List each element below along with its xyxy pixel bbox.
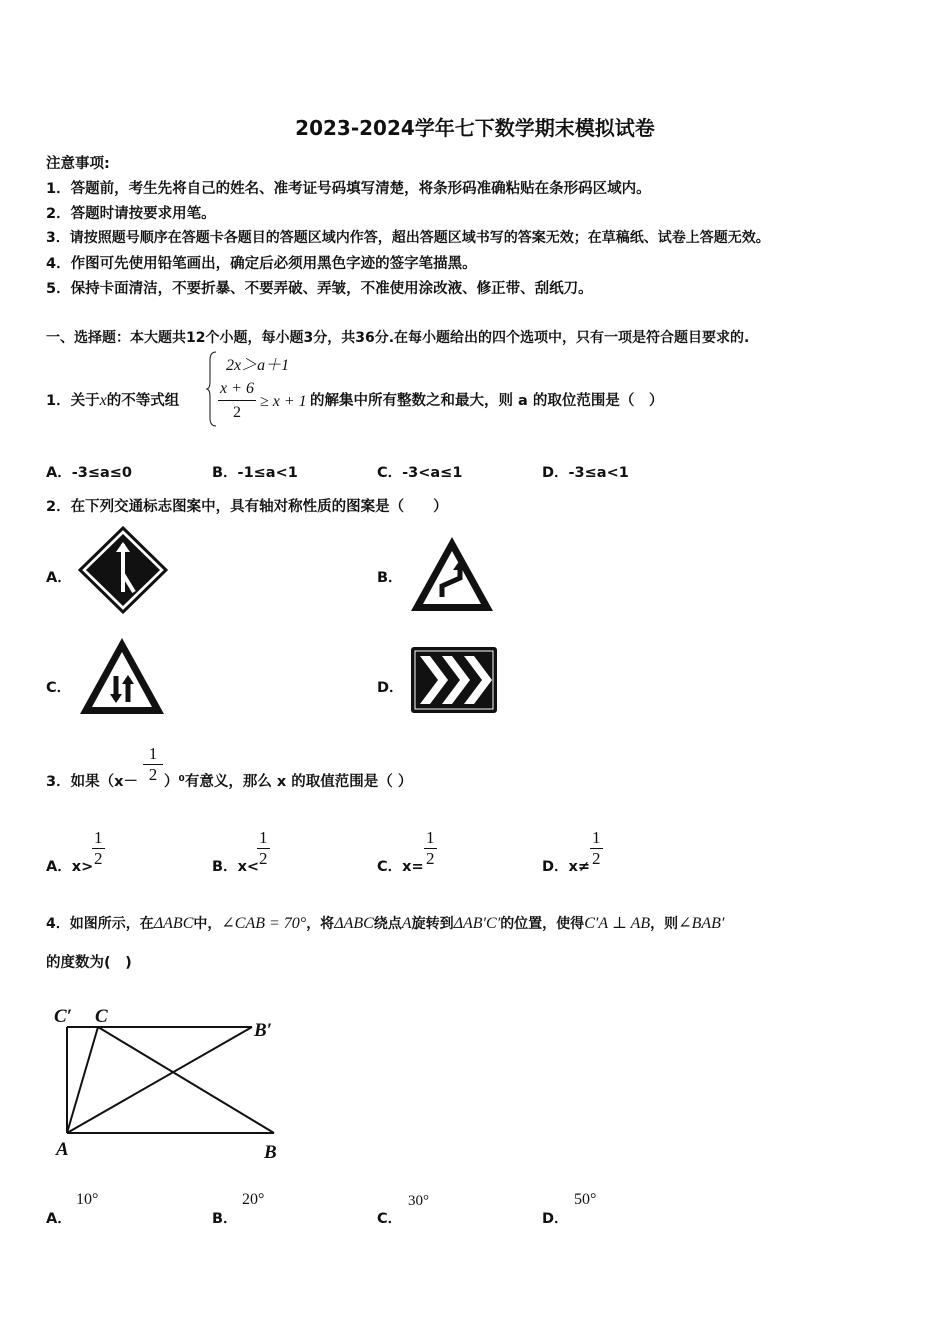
two-way-traffic-sign-icon[interactable] <box>78 636 166 716</box>
q4-option-a-value: 10° <box>76 1191 99 1208</box>
q4-option-d[interactable]: D． <box>542 1211 569 1227</box>
q4-option-c[interactable]: C． <box>377 1211 403 1227</box>
q4-stem-line2: 的度数为( ) <box>46 955 132 971</box>
q2-stem: 2．在下列交通标志图案中，具有轴对称性质的图案是（ ） <box>46 499 448 515</box>
q3-option-a[interactable]: A．x> <box>46 859 94 875</box>
q3-option-d[interactable]: D．x≠ <box>542 859 591 875</box>
label-b-prime: B′ <box>254 1020 273 1041</box>
section-heading: 一、选择题：本大题共12个小题，每小题3分，共36分.在每小题给出的四个选项中，只有一项是符合题目要求的. <box>46 330 750 346</box>
notice-heading: 注意事项: <box>46 156 110 172</box>
q1-ineq-line2: ≥ x + 1 <box>260 393 307 410</box>
q1-ineq-line1: 2x＞a＋1 <box>226 357 290 374</box>
notice-item: 5．保持卡面清洁，不要折暴、不要弄破、弄皱，不准使用涂改液、修正带、刮纸刀。 <box>46 281 593 297</box>
q1-option-c[interactable]: C．-3<a≤1 <box>377 465 463 481</box>
q3-option-a-fraction: 1 2 <box>94 828 103 868</box>
label-a: A <box>56 1139 69 1160</box>
q2-option-a-label[interactable]: A． <box>46 570 72 586</box>
q3-option-b-fraction: 1 2 <box>259 828 268 868</box>
q4-option-c-value: 30° <box>408 1193 429 1209</box>
page-title: 2023-2024学年七下数学期末模拟试卷 <box>295 116 655 140</box>
q3-option-c[interactable]: C．x= <box>377 859 424 875</box>
q4-figure <box>50 1000 300 1170</box>
label-c-prime: C′ <box>54 1006 73 1027</box>
q3-option-c-fraction: 1 2 <box>426 828 435 868</box>
q1-stem: 1．关于x的不等式组 <box>46 392 180 409</box>
notice-item: 3．请按照题号顺序在答题卡各题目的答题区域内作答，超出答题区域书写的答案无效；在草稿纸、试卷上答题无效。 <box>46 230 770 246</box>
label-b: B <box>264 1142 277 1163</box>
notice-item: 1．答题前，考生先将自己的姓名、准考证号码填写清楚，将条形码准确粘贴在条形码区域内。 <box>46 181 651 197</box>
q3-option-b[interactable]: B．x< <box>212 859 260 875</box>
notice-item: 2．答题时请按要求用笔。 <box>46 206 216 222</box>
q3-option-d-fraction: 1 2 <box>592 828 601 868</box>
q1-stem-suffix: 的解集中所有整数之和最大，则 a 的取位范围是（ ） <box>310 393 664 409</box>
q3-stem-suffix: ）⁰有意义，那么 x 的取值范围是（ ） <box>164 774 413 790</box>
q2-option-c-label[interactable]: C． <box>46 680 72 696</box>
q1-fraction: x + 6 2 <box>216 378 258 425</box>
q2-option-b-label[interactable]: B． <box>377 570 403 586</box>
chevron-sign-icon[interactable] <box>410 646 498 714</box>
q4-option-a[interactable]: A． <box>46 1211 72 1227</box>
q3-fraction: 1 2 <box>143 744 163 785</box>
q4-stem: 4．如图所示，在ΔABC中，∠CAB = 70°，将ΔABC绕点A旋转到ΔAB′C′的位置，使得C′A ⊥ AB，则∠BAB′ <box>46 915 725 932</box>
reverse-curve-sign-icon[interactable] <box>408 534 496 614</box>
q2-option-d-label[interactable]: D． <box>377 680 404 696</box>
q4-option-d-value: 50° <box>574 1191 597 1208</box>
q4-option-b-value: 20° <box>242 1191 265 1208</box>
merge-lane-sign-icon[interactable] <box>78 526 168 614</box>
q4-option-b[interactable]: B． <box>212 1211 238 1227</box>
label-c: C <box>95 1006 108 1027</box>
q3-stem: 3．如果（x－ <box>46 774 138 790</box>
notice-item: 4．作图可先使用铅笔画出，确定后必须用黑色字迹的签字笔描黑。 <box>46 256 477 272</box>
q1-option-b[interactable]: B．-1≤a<1 <box>212 465 298 481</box>
q1-inequality-system <box>204 350 314 428</box>
q1-option-a[interactable]: A．-3≤a≤0 <box>46 465 133 481</box>
q1-option-d[interactable]: D．-3≤a<1 <box>542 465 629 481</box>
